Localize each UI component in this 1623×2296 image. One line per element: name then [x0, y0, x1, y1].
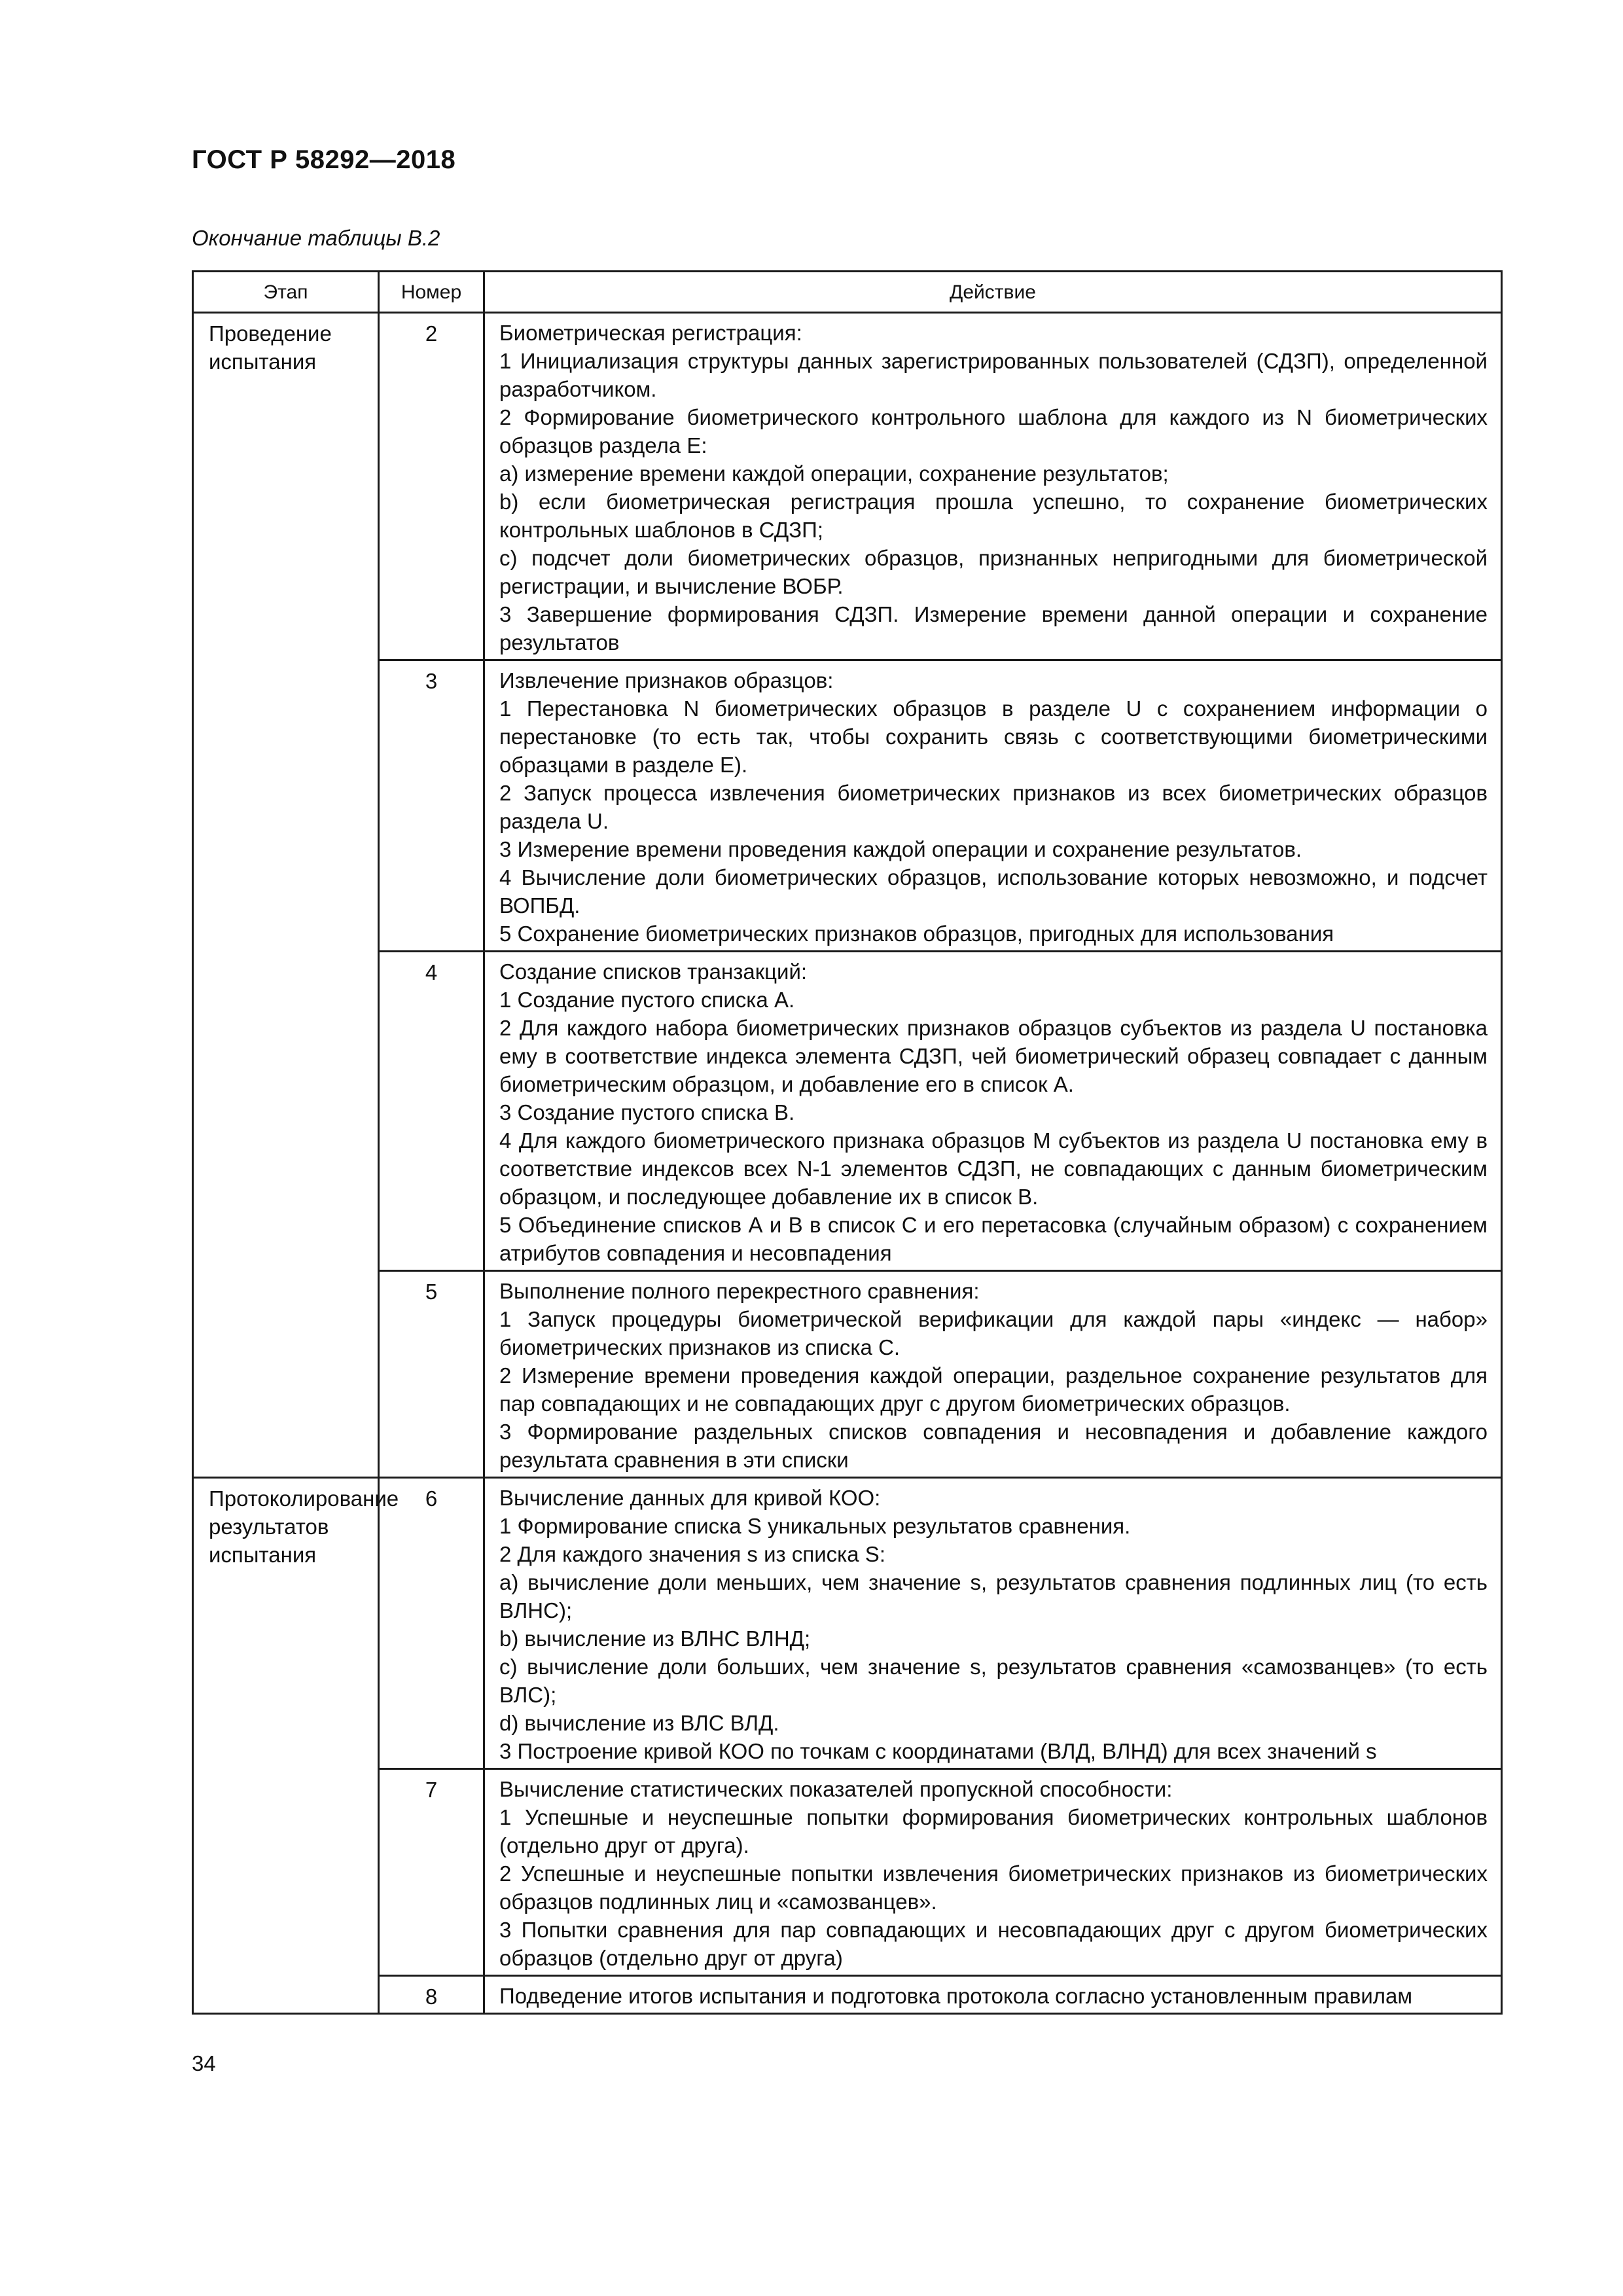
table-row	[193, 952, 1502, 1271]
action-line: 2 Успешные и неуспешные попытки извлечения биометрических признаков из биометрических образцов подлинных лиц и «самозванцев».	[499, 1861, 1488, 1914]
action-line: 2 Измерение времени проведения каждой операции, раздельное сохранение результатов для пар совпадающих и не совпадающих друг с другом биометрических образцов.	[499, 1363, 1488, 1416]
action-cell	[484, 313, 1502, 660]
action-line: 1 Перестановка N биометрических образцов в разделе U с сохранением информации о перестановке (то есть так, чтобы сохранить связь с соответствующими биометрическими образцами в разделе E).	[499, 696, 1488, 777]
action-line: c) подсчет доли биометрических образцов, признанных непригодными для биометрической регистрации, и вычисление ВОБР.	[499, 546, 1488, 598]
header-action: Действие	[484, 272, 1502, 313]
table-header-row	[193, 272, 1502, 313]
action-line: 5 Сохранение биометрических признаков образцов, пригодных для использования	[499, 922, 1334, 946]
header-stage: Этап	[193, 272, 379, 313]
number-cell: 2	[379, 313, 484, 660]
table-row	[193, 660, 1502, 952]
action-line: b) если биометрическая регистрация прошла успешно, то сохранение биометрических контрольных шаблонов в СДЗП;	[499, 490, 1488, 542]
action-line: 2 Запуск процесса извлечения биометрических признаков из всех биометрических образцов раздела U.	[499, 781, 1488, 833]
action-line: a) вычисление доли меньших, чем значение s, результатов сравнения подлинных лиц (то есть ВЛНС);	[499, 1570, 1488, 1623]
action-line: 3 Создание пустого списка В.	[499, 1100, 795, 1124]
number-cell: 8	[379, 1976, 484, 2014]
table-caption: Окончание таблицы В.2	[192, 226, 440, 250]
action-line: b) вычисление из ВЛНС ВЛНД;	[499, 1626, 811, 1651]
action-line: 5 Объединение списков А и В в список С и его перетасовка (случайным образом) с сохранением атрибутов совпадения и несовпадения	[499, 1213, 1488, 1265]
number-cell: 4	[379, 952, 484, 1271]
action-line: Подведение итогов испытания и подготовка протокола согласно установленным правилам	[499, 1984, 1413, 2008]
action-cell	[484, 952, 1502, 1271]
action-line: 1 Запуск процедуры биометрической верификации для каждой пары «индекс — набор» биометрических признаков из списка С.	[499, 1307, 1488, 1359]
action-line: Извлечение признаков образцов:	[499, 668, 834, 692]
stage-cell-reporting: Протоколирование результатов испытания	[193, 1478, 379, 2014]
action-cell	[484, 1976, 1502, 2014]
action-line: 1 Инициализация структуры данных зарегистрированных пользователей (СДЗП), определенной разработчиком.	[499, 349, 1488, 401]
action-line: 3 Попытки сравнения для пар совпадающих и несовпадающих друг с другом биометрических образцов (отдельно друг от друга)	[499, 1918, 1488, 1970]
page-number: 34	[192, 2051, 216, 2075]
stage-cell-testing: Проведение испытания	[193, 313, 379, 1478]
action-line: a) измерение времени каждой операции, сохранение результатов;	[499, 461, 1169, 486]
table-row	[193, 1769, 1502, 1976]
action-line: 1 Создание пустого списка А.	[499, 988, 795, 1012]
header-number: Номер	[379, 272, 484, 313]
action-line: Вычисление статистических показателей пропускной способности:	[499, 1777, 1173, 1801]
number-cell: 3	[379, 660, 484, 952]
action-line: 3 Формирование раздельных списков совпадения и несовпадения и добавление каждого результата сравнения в эти списки	[499, 1420, 1488, 1472]
action-line: 4 Для каждого биометрического признака образцов M субъектов из раздела U постановка ему в соответствие индексов всех N-1 элементов СДЗП, не совпадающих с данным биометрическим образцом, и последующее добавление их в список В.	[499, 1128, 1488, 1209]
table-row	[193, 313, 1502, 660]
action-line: 1 Успешные и неуспешные попытки формирования биометрических контрольных шаблонов (отдельно друг от друга).	[499, 1805, 1488, 1857]
table-row	[193, 1976, 1502, 2014]
number-cell: 5	[379, 1271, 484, 1478]
action-line: Биометрическая регистрация:	[499, 321, 802, 345]
action-line: c) вычисление доли больших, чем значение s, результатов сравнения «самозванцев» (то есть ВЛС);	[499, 1655, 1488, 1707]
action-cell	[484, 1271, 1502, 1478]
action-line: 2 Для каждого значения s из списка S:	[499, 1542, 885, 1566]
action-line: 2 Формирование биометрического контрольного шаблона для каждого из N биометрических образцов раздела Е:	[499, 405, 1488, 457]
action-line: 2 Для каждого набора биометрических признаков образцов субъектов из раздела U постановка ему в соответствие индекса элемента СДЗП, чей биометрический образец совпадает с данным биометрическим образцом, и добавление его в список А.	[499, 1016, 1488, 1096]
action-line: Создание списков транзакций:	[499, 960, 808, 984]
action-line: 1 Формирование списка S уникальных результатов сравнения.	[499, 1514, 1131, 1538]
table-row	[193, 1478, 1502, 1769]
action-cell	[484, 1769, 1502, 1976]
action-cell	[484, 660, 1502, 952]
number-cell: 7	[379, 1769, 484, 1976]
table-row	[193, 1271, 1502, 1478]
document-code: ГОСТ Р 58292—2018	[192, 145, 456, 174]
action-line: Вычисление данных для кривой КОО:	[499, 1486, 881, 1510]
action-line: d) вычисление из ВЛС ВЛД.	[499, 1711, 779, 1735]
action-line: Выполнение полного перекрестного сравнения:	[499, 1279, 980, 1303]
action-line: 4 Вычисление доли биометрических образцов, использование которых невозможно, и подсчет ВОПБД.	[499, 865, 1488, 918]
stages-table	[192, 270, 1503, 2015]
action-line: 3 Построение кривой КОО по точкам с координатами (ВЛД, ВЛНД) для всех значений s	[499, 1739, 1377, 1763]
action-line: 3 Измерение времени проведения каждой операции и сохранение результатов.	[499, 837, 1302, 861]
action-cell	[484, 1478, 1502, 1769]
number-cell: 6	[379, 1478, 484, 1769]
action-line: 3 Завершение формирования СДЗП. Измерение времени данной операции и сохранение результатов	[499, 602, 1488, 655]
